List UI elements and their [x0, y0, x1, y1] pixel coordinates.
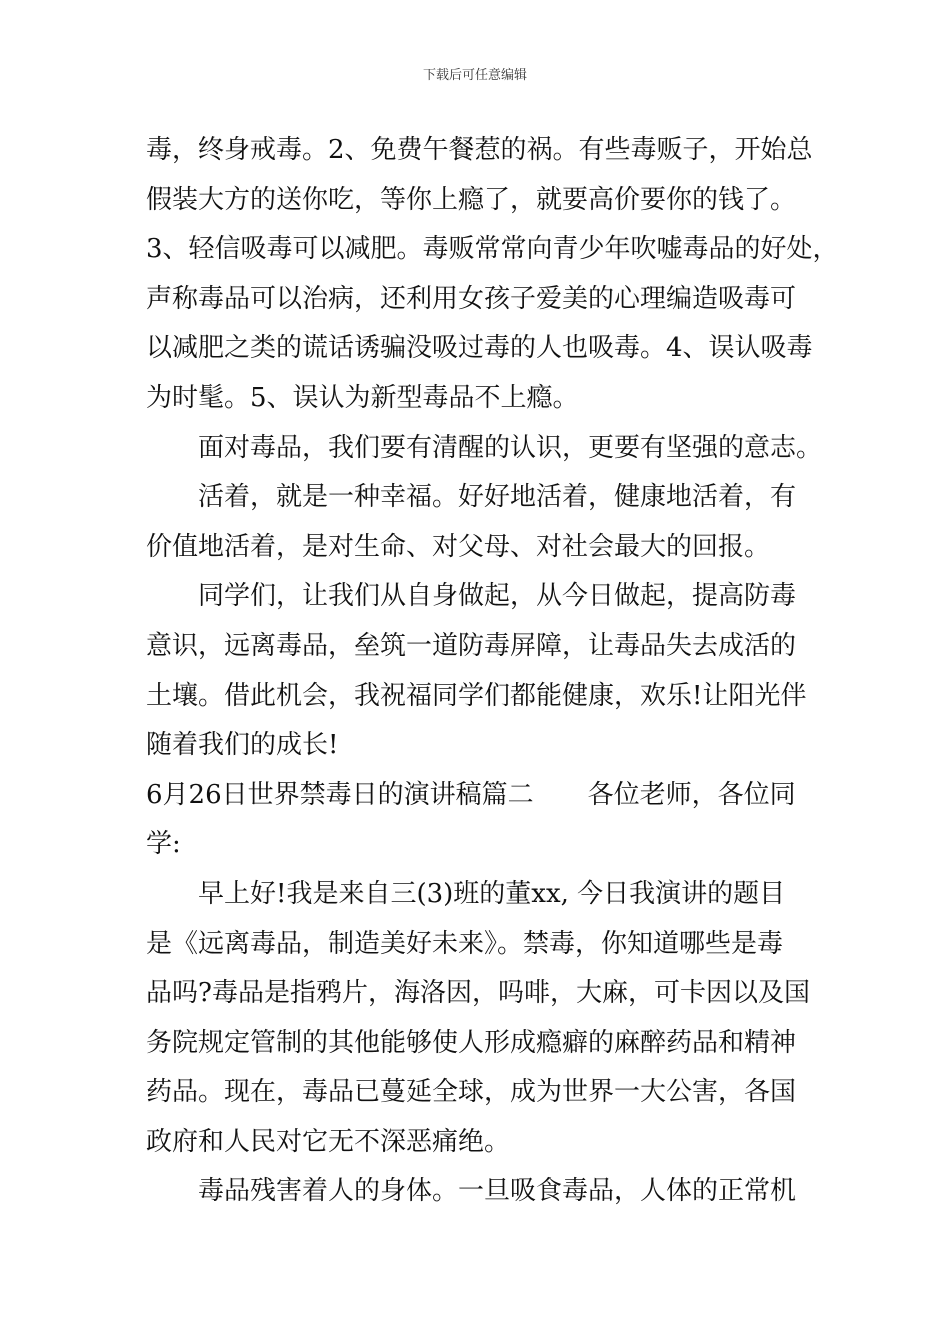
- text-line: 学:: [146, 829, 181, 860]
- paragraph-start: 早上好!我是来自三(3)班的董xx, 今日我演讲的题目: [198, 878, 786, 909]
- text-line: 随着我们的成长!: [146, 730, 339, 761]
- text-line: 意识，远离毒品，垒筑一道防毒屏障，让毒品失去成活的: [146, 630, 797, 661]
- salutation: 各位老师，各位同: [587, 779, 796, 810]
- text-line: 是《远离毒品，制造美好未来》。禁毒，你知道哪些是毒: [146, 928, 784, 959]
- paragraph-start: 面对毒品，我们要有清醒的认识，更要有坚强的意志。: [198, 432, 823, 463]
- text-line: 务院规定管制的其他能够使人形成瘾癖的麻醉药品和精神: [146, 1027, 797, 1058]
- text-line: 以减肥之类的谎话诱骗没吸过毒的人也吸毒。4、误认吸毒: [146, 333, 813, 364]
- text-line: 政府和人民对它无不深恶痛绝。: [146, 1126, 511, 1157]
- section-title: 6月26日世界禁毒日的演讲稿篇二: [146, 779, 534, 810]
- text-line: 毒，终身戒毒。2、免费午餐惹的祸。有些毒贩子，开始总: [146, 135, 813, 165]
- text-line: 假装大方的送你吃，等你上瘾了，就要高价要你的钱了。: [146, 184, 797, 215]
- text-line: 声称毒品可以治病，还利用女孩子爱美的心理编造吸毒可: [146, 283, 797, 314]
- text-line: 土壤。借此机会，我祝福同学们都能健康，欢乐!让阳光伴: [146, 680, 807, 711]
- document-body: [146, 126, 839, 1217]
- text-line: 药品。现在，毒品已蔓延全球，成为世界一大公害，各国: [146, 1077, 797, 1108]
- text-line: 3、轻信吸毒可以减肥。毒贩常常向青少年吹嘘毒品的好处，: [146, 234, 839, 265]
- paragraph-start: 活着，就是一种幸福。好好地活着，健康地活着，有: [198, 482, 797, 513]
- text-line: 为时髦。5、误认为新型毒品不上瘾。: [146, 382, 579, 413]
- paragraph-start: 毒品残害着人的身体。一旦吸食毒品，人体的正常机: [198, 1176, 797, 1207]
- section-title-line: [146, 771, 836, 821]
- paragraph-start: 同学们，让我们从自身做起，从今日做起，提高防毒: [198, 581, 797, 612]
- text-line: 品吗?毒品是指鸦片，海洛因，吗啡，大麻，可卡因以及国: [146, 978, 810, 1009]
- page-header: 下载后可任意编辑: [422, 68, 527, 83]
- text-line: 价值地活着，是对生命、对父母、对社会最大的回报。: [146, 531, 771, 562]
